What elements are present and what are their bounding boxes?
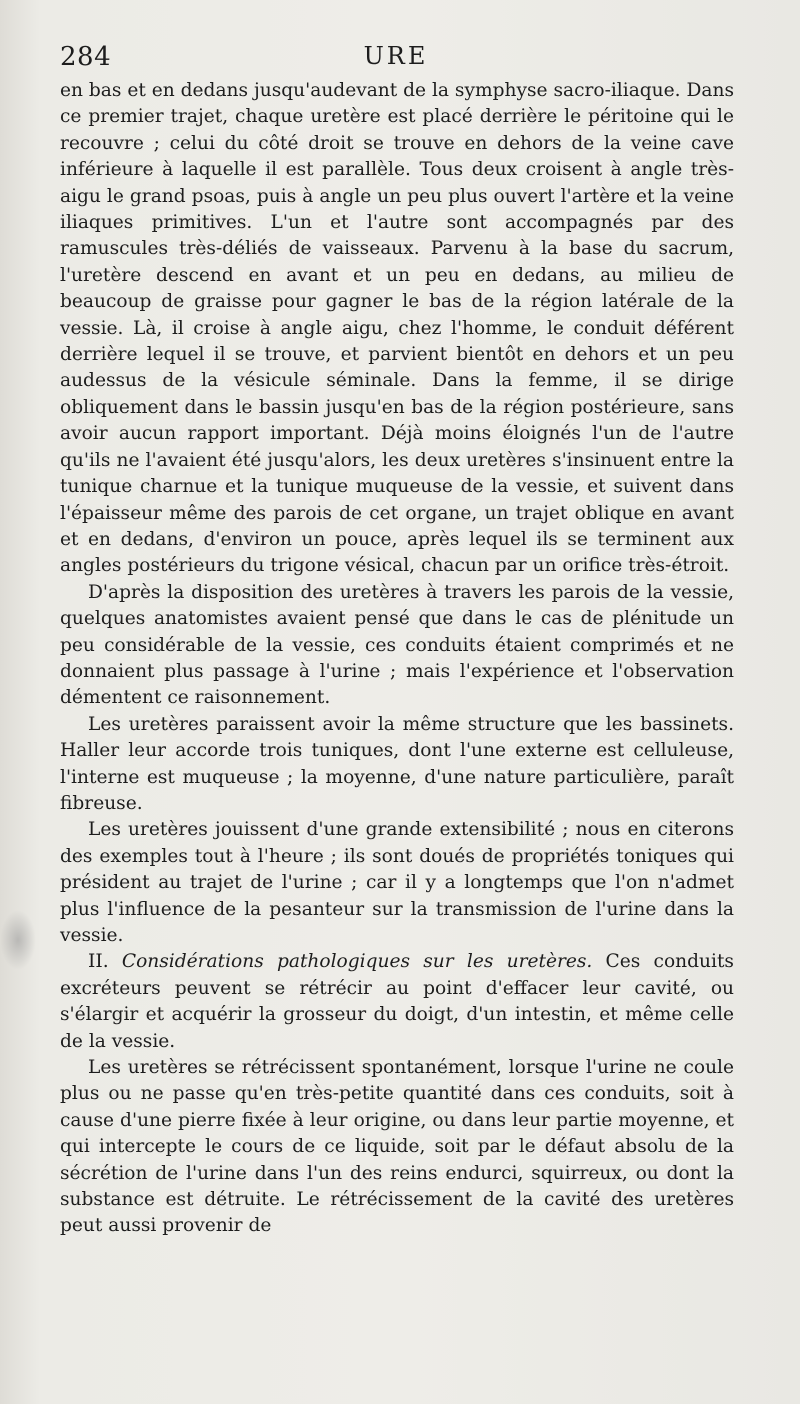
- section-text: Ces conduits excréteurs peuvent se rétrécir au point d'effacer leur cavité, ou s'élargir et acquérir la grosseur du doigt, d'un intestin, et même celle de la vessie.: [60, 951, 734, 1052]
- paragraph: Les uretères jouissent d'une grande extensibilité ; nous en citerons des exemples tout à l'heure ; ils sont doués de propriétés toniques qui président au trajet de l'urine ; car il y a longtemps que l'on n'admet plus l'influence de la pesanteur sur la transmission de l'urine dans la vessie.: [60, 819, 734, 946]
- section-title: Considérations pathologiques sur les uretères.: [121, 951, 593, 973]
- running-title: URE: [363, 42, 429, 70]
- section-number: II.: [88, 951, 109, 973]
- body-text: [60, 78, 734, 1240]
- page-smudge: [0, 910, 36, 970]
- section-paragraph: [60, 949, 734, 1055]
- page-number: 284: [60, 42, 112, 72]
- paragraph: Les uretères paraissent avoir la même structure que les bassinets. Haller leur accorde trois tuniques, dont l'une externe est celluleuse, l'interne est muqueuse ; la moyenne, d'une nature particulière, paraît fibreuse.: [60, 713, 734, 814]
- paragraph: D'après la disposition des uretères à travers les parois de la vessie, quelques anatomistes avaient pensé que dans le cas de plénitude un peu considérable de la vessie, ces conduits étaient comprimés et ne donnaient plus passage à l'urine ; mais l'expérience et l'observation démentent ce raisonnement.: [60, 581, 734, 709]
- paragraph-continued: en bas et en dedans jusqu'audevant de la symphyse sacro-iliaque. Dans ce premier trajet, chaque uretère est placé derrière le péritoine qui le recouvre ; celui du côté droit se trouve en dehors de la veine cave inférieure à laquelle il est parallèle. Tous deux croisent à angle très-aigu le grand psoas, puis à angle un peu plus ouvert l'artère et la veine iliaques primitives. L'un et l'autre sont accompagnés par des ramuscules très-déliés de vaisseaux. Parvenu à la base du sacrum, l'uretère descend en avant et un peu en dedans, au milieu de beaucoup de graisse pour gagner le bas de la région latérale de la vessie. Là, il croise à angle aigu, chez l'homme, le conduit déférent derrière lequel il se trouve, et parvient bientôt en dehors et un peu audessus de la vésicule séminale. Dans la femme, il se dirige obliquement dans le bassin jusqu'en bas de la région postérieure, sans avoir aucun rapport important. Déjà moins éloignés l'un de l'autre qu'ils ne l'avaient été jusqu'alors, les deux uretères s'insinuent entre la tunique charnue et la tunique muqueuse de la vessie, et suivent dans l'épaisseur même des parois de cet organe, un trajet oblique en avant et en dedans, d'environ un pouce, après lequel ils se terminent aux angles postérieurs du trigone vésical, chacun par un orifice très-étroit.: [60, 80, 734, 577]
- page-header: [60, 40, 732, 74]
- paragraph: Les uretères se rétrécissent spontanément, lorsque l'urine ne coule plus ou ne passe qu'en très-petite quantité dans ces conduits, soit à cause d'une pierre fixée à leur origine, ou dans leur partie moyenne, et qui intercepte le cours de ce liquide, soit par le défaut absolu de la sécrétion de l'urine dans l'un des reins endurci, squirreux, ou dont la substance est détruite. Le rétrécissement de la cavité des uretères peut aussi provenir de: [60, 1057, 734, 1237]
